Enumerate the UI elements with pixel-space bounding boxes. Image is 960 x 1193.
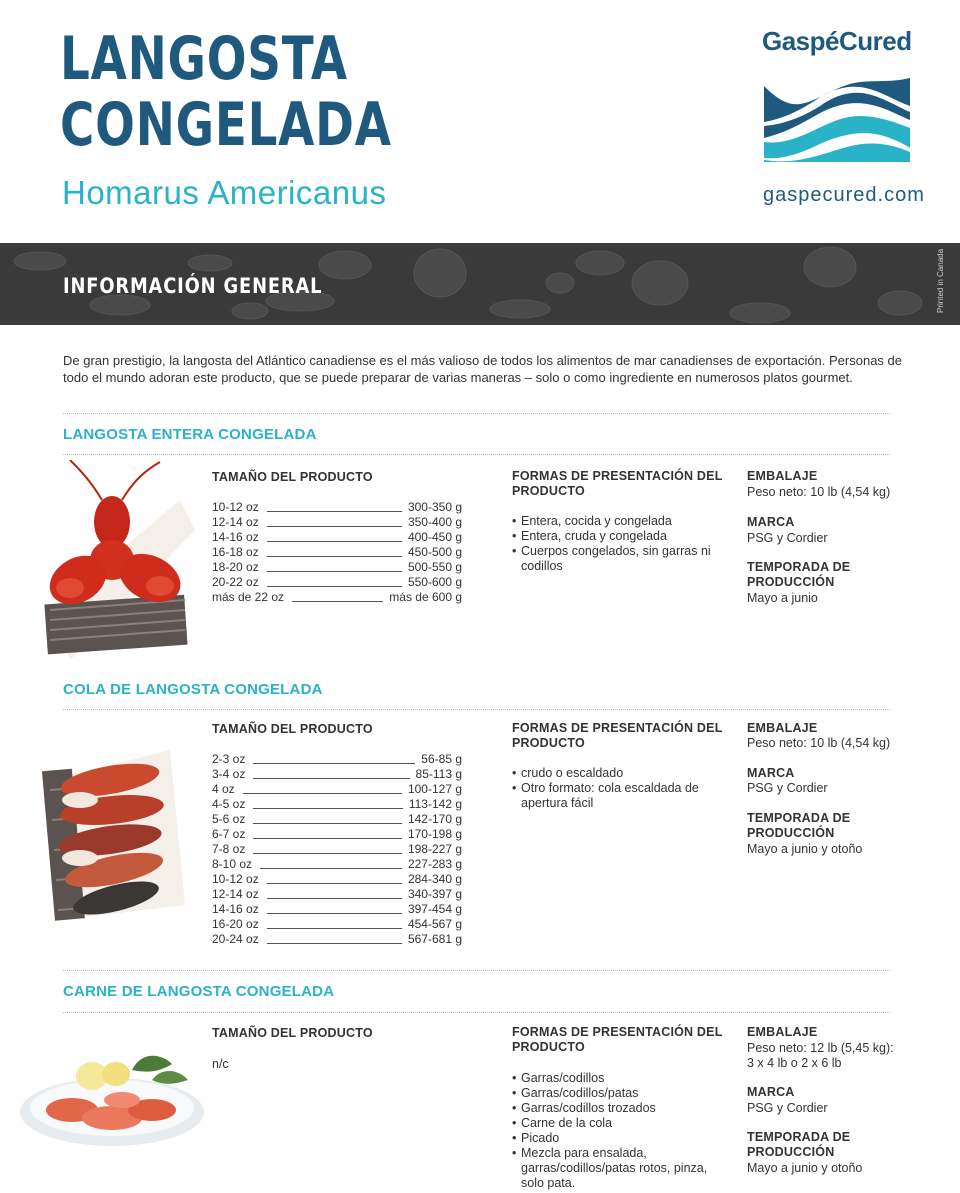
brand-logo-text: GaspéCured xyxy=(762,26,912,56)
fish-wave-logo-icon xyxy=(764,78,910,162)
size-row xyxy=(212,500,462,515)
size-grams: 100-127 g xyxy=(407,782,462,796)
size-oz: 5-6 oz xyxy=(212,812,246,826)
size-oz: 16-18 oz xyxy=(212,545,259,559)
size-oz: 12-14 oz xyxy=(212,887,259,901)
forms-list-whole-lobster xyxy=(512,514,712,574)
leader-line xyxy=(267,556,402,557)
lobster-meat-plate-photo xyxy=(12,1040,212,1150)
packaging-value: Peso neto: 10 lb (4,54 kg) xyxy=(747,485,891,499)
leader-line xyxy=(267,526,402,527)
form-item: • Garras/codillos xyxy=(512,1071,712,1086)
season-heading: TEMPORADA DE PRODUCCIÓN xyxy=(747,811,851,840)
size-oz: 10-12 oz xyxy=(212,500,259,514)
size-row xyxy=(212,812,462,827)
form-item: • Entera, cocida y congelada xyxy=(512,514,712,529)
season-value: Mayo a junio xyxy=(747,591,818,605)
size-row xyxy=(212,917,462,932)
brand-value: PSG y Cordier xyxy=(747,531,828,545)
size-grams: 397-454 g xyxy=(407,902,462,916)
size-oz: 2-3 oz xyxy=(212,752,246,766)
size-row xyxy=(212,590,462,605)
form-item: • Cuerpos congelados, sin garras ni codillos xyxy=(512,544,712,574)
lobster-tails-photo xyxy=(40,740,190,925)
form-item: • Garras/codillos/patas xyxy=(512,1086,712,1101)
size-row xyxy=(212,515,462,530)
size-grams: 85-113 g xyxy=(415,767,462,781)
size-table-lobster-tail xyxy=(212,752,462,947)
page-title xyxy=(60,26,392,158)
title-line-2: CONGELADA xyxy=(60,90,392,160)
size-oz: 20-24 oz xyxy=(212,932,259,946)
form-item: • Garras/codillos trozados xyxy=(512,1101,712,1116)
size-grams: 454-567 g xyxy=(407,917,462,931)
form-item: • crudo o escaldado xyxy=(512,766,712,781)
size-oz: 7-8 oz xyxy=(212,842,246,856)
size-grams: 500-550 g xyxy=(407,560,462,574)
leader-line xyxy=(267,511,402,512)
season-value: Mayo a junio y otoño xyxy=(747,842,863,856)
leader-line xyxy=(267,571,402,572)
title-line-1: LANGOSTA xyxy=(60,24,348,94)
size-grams: 550-600 g xyxy=(407,575,462,589)
divider xyxy=(63,970,890,971)
leader-line xyxy=(267,883,402,884)
leader-line xyxy=(267,898,402,899)
size-row xyxy=(212,932,462,947)
leader-line xyxy=(253,838,402,839)
leader-line xyxy=(267,586,402,587)
website-url: gaspecured.com xyxy=(763,184,925,206)
size-row xyxy=(212,827,462,842)
size-grams: 170-198 g xyxy=(407,827,462,841)
size-oz: 3-4 oz xyxy=(212,767,246,781)
packaging-heading: EMBALAJE xyxy=(747,469,818,483)
size-oz: 4-5 oz xyxy=(212,797,246,811)
leader-line xyxy=(243,793,402,794)
size-row xyxy=(212,857,462,872)
leader-line xyxy=(267,943,402,944)
leader-line xyxy=(267,928,402,929)
size-row xyxy=(212,782,462,797)
size-grams: 198-227 g xyxy=(407,842,462,856)
size-grams: 113-142 g xyxy=(408,797,462,811)
printed-in-note: Printed in Canada xyxy=(936,248,945,313)
size-row xyxy=(212,887,462,902)
size-heading: TAMAÑO DEL PRODUCTO xyxy=(212,470,373,484)
size-oz: más de 22 oz xyxy=(212,590,285,604)
packaging-value: Peso neto: 12 lb (5,45 kg): 3 x 4 lb o 2 x 6 lb xyxy=(747,1041,894,1070)
size-grams: 142-170 g xyxy=(407,812,462,826)
section-title-lobster-meat: CARNE DE LANGOSTA CONGELADA xyxy=(63,983,335,1000)
size-grams: 400-450 g xyxy=(407,530,462,544)
size-grams: 284-340 g xyxy=(407,872,462,886)
section-title-whole-lobster: LANGOSTA ENTERA CONGELADA xyxy=(63,426,317,443)
divider xyxy=(63,454,890,455)
forms-list-lobster-meat xyxy=(512,1071,712,1191)
size-grams: 56-85 g xyxy=(421,752,462,766)
form-item: • Carne de la cola xyxy=(512,1116,712,1131)
size-row xyxy=(212,767,462,782)
size-oz: 8-10 oz xyxy=(212,857,253,871)
intro-paragraph: De gran prestigio, la langosta del Atlántico canadiense es el más valioso de todos los alimentos de mar canadienses de exportación. Personas de todo el mundo adoran este producto, que se puede preparar de varias maneras – solo o como ingrediente en numerosos platos gourmet. xyxy=(63,353,903,385)
leader-line xyxy=(253,778,409,779)
size-heading: TAMAÑO DEL PRODUCTO xyxy=(212,722,373,736)
size-row xyxy=(212,902,462,917)
season-value: Mayo a junio y otoño xyxy=(747,1161,863,1175)
size-grams: más de 600 g xyxy=(389,590,462,604)
leader-line xyxy=(253,853,402,854)
leader-line xyxy=(253,808,402,809)
forms-list-lobster-tail xyxy=(512,766,712,811)
brand-heading: MARCA xyxy=(747,766,795,780)
form-item: • Entera, cruda y congelada xyxy=(512,529,712,544)
size-row xyxy=(212,545,462,560)
size-oz: 20-22 oz xyxy=(212,575,259,589)
divider xyxy=(63,709,890,710)
brand-heading: MARCA xyxy=(747,515,795,529)
form-item: • Mezcla para ensalada, garras/codillos/patas rotos, pinza, solo pata. xyxy=(512,1146,712,1191)
size-value: n/c xyxy=(212,1057,229,1071)
brand-heading: MARCA xyxy=(747,1085,795,1099)
form-item: • Picado xyxy=(512,1131,712,1146)
size-grams: 300-350 g xyxy=(407,500,462,514)
leader-line xyxy=(253,823,402,824)
packaging-value: Peso neto: 10 lb (4,54 kg) xyxy=(747,736,891,750)
forms-heading: FORMAS DE PRESENTACIÓN DEL PRODUCTO xyxy=(512,1025,723,1054)
size-table-whole-lobster xyxy=(212,500,462,605)
brand-value: PSG y Cordier xyxy=(747,781,828,795)
leader-line xyxy=(253,763,415,764)
size-oz: 10-12 oz xyxy=(212,872,259,886)
size-oz: 12-14 oz xyxy=(212,515,259,529)
forms-heading: FORMAS DE PRESENTACIÓN DEL PRODUCTO xyxy=(512,721,723,750)
size-row xyxy=(212,752,462,767)
size-oz: 4 oz xyxy=(212,782,235,796)
size-heading: TAMAÑO DEL PRODUCTO xyxy=(212,1026,373,1040)
size-oz: 16-20 oz xyxy=(212,917,259,931)
leader-line xyxy=(292,601,383,602)
size-row xyxy=(212,530,462,545)
size-row xyxy=(212,872,462,887)
size-grams: 567-681 g xyxy=(407,932,462,946)
size-oz: 14-16 oz xyxy=(212,530,259,544)
divider xyxy=(63,1012,890,1013)
leader-line xyxy=(267,913,402,914)
size-row xyxy=(212,575,462,590)
size-grams: 340-397 g xyxy=(407,887,462,901)
divider xyxy=(63,413,890,414)
forms-heading: FORMAS DE PRESENTACIÓN DEL PRODUCTO xyxy=(512,469,723,498)
packaging-heading: EMBALAJE xyxy=(747,1025,818,1039)
species-subtitle: Homarus Americanus xyxy=(62,174,387,211)
season-heading: TEMPORADA DE PRODUCCIÓN xyxy=(747,560,851,589)
size-oz: 18-20 oz xyxy=(212,560,259,574)
size-grams: 450-500 g xyxy=(407,545,462,559)
size-oz: 14-16 oz xyxy=(212,902,259,916)
whole-lobster-photo xyxy=(10,460,200,670)
brand-value: PSG y Cordier xyxy=(747,1101,828,1115)
section-title-lobster-tail: COLA DE LANGOSTA CONGELADA xyxy=(63,681,323,698)
size-oz: 6-7 oz xyxy=(212,827,246,841)
size-grams: 227-283 g xyxy=(407,857,462,871)
leader-line xyxy=(260,868,402,869)
packaging-heading: EMBALAJE xyxy=(747,721,818,735)
leader-line xyxy=(267,541,402,542)
size-row xyxy=(212,842,462,857)
size-grams: 350-400 g xyxy=(407,515,462,529)
banner-title: INFORMACIÓN GENERAL xyxy=(63,274,323,298)
form-item: • Otro formato: cola escaldada de apertura fácil xyxy=(512,781,712,811)
season-heading: TEMPORADA DE PRODUCCIÓN xyxy=(747,1130,851,1159)
size-row xyxy=(212,797,462,812)
size-row xyxy=(212,560,462,575)
